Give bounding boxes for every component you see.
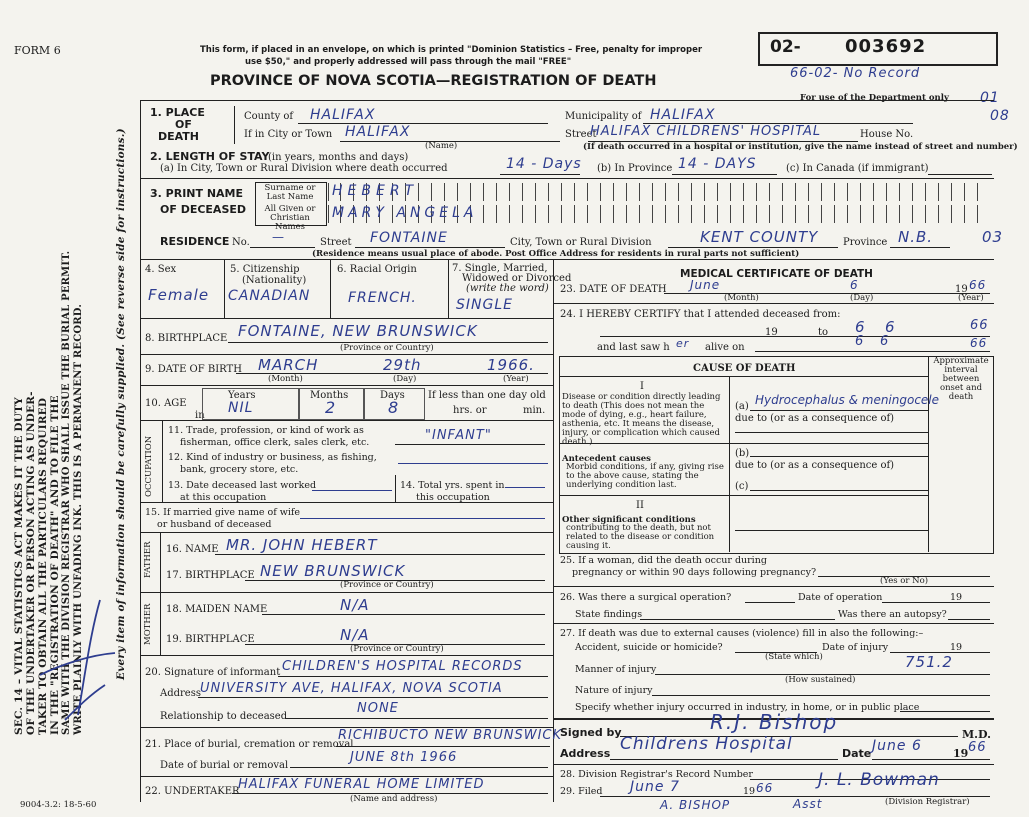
father-bar (160, 532, 161, 592)
sidebar-line: SEC. 14 – VITAL STATISTICS ACT MAKES IT THE DUTY (13, 397, 25, 735)
bishop-stamp: A. BISHOP (660, 798, 731, 812)
informant-label: 20. Signature of informant (145, 667, 281, 678)
row-divider (140, 655, 553, 656)
spouse-label (145, 507, 300, 531)
relationship-line (285, 718, 548, 719)
dob-year: 1966. (487, 356, 535, 374)
manner-label: Manner of injury (575, 664, 657, 675)
q25-label-2: pregnancy or within 90 days following pregnancy? (572, 567, 817, 578)
total-years-label-1: 14. Total yrs. spent in (400, 480, 505, 491)
place-label-1: 1. PLACE (150, 106, 205, 119)
undertaker-label: 22. UNDERTAKER (145, 786, 240, 797)
birthplace-label: 8. BIRTHPLACE (145, 333, 228, 344)
res-div-line (668, 247, 838, 248)
row-divider (140, 318, 553, 319)
notice-line-2: use $50," and properly addressed will pass through the mail "FREE" (245, 57, 572, 67)
cause-b-label: (b) (735, 448, 750, 459)
interval-col (928, 356, 929, 552)
mother-side: MOTHER (143, 603, 153, 645)
residence-label: RESIDENCE (160, 235, 230, 248)
res-prov-line (890, 247, 950, 248)
res-no-line (250, 247, 315, 248)
relationship-label: Relationship to deceased (160, 711, 288, 722)
asst-label: Asst (793, 797, 823, 811)
residence-street-label: Street (320, 237, 352, 248)
birthplace-value: FONTAINE, NEW BRUNSWICK (238, 322, 478, 340)
mid-divider (553, 259, 554, 802)
registrar-note: (Division Registrar) (885, 797, 970, 807)
industry-label (168, 452, 377, 476)
sex-value: Female (148, 286, 210, 304)
department-use-label: For use of the Department only (800, 93, 949, 103)
informant-address-label: Address (160, 688, 201, 699)
city-name-label: (Name) (425, 141, 458, 151)
stay-a-line (500, 174, 580, 175)
place-note: (If death occurred in a hospital or institution, give the name instead of street and number) (583, 142, 1018, 152)
dob-day: 29th (383, 356, 422, 374)
q25-label-1: 25. If a woman, did the death occur during (560, 555, 767, 566)
form-title: PROVINCE OF NOVA SCOTIA—REGISTRATION OF DEATH (210, 73, 657, 89)
registrar-signature: J. L. Bowman (818, 770, 940, 790)
q27-label: 27. If death was due to external causes (violence) fill in also the following:– (560, 628, 924, 639)
death-day-label: (Day) (850, 293, 874, 303)
municipality-value: HALIFAX (650, 107, 716, 123)
name-label-2: OF DECEASED (160, 203, 247, 216)
residence-division-label: City, Town or Rural Division (510, 237, 652, 248)
nationality-label: (Nationality) (242, 275, 307, 286)
interval-label: Approximate interval between onset and death (933, 356, 989, 402)
dob-month: MARCH (258, 356, 319, 374)
cause-a-line (750, 410, 928, 411)
street-label: Street (565, 129, 597, 140)
address-line (610, 759, 838, 760)
days-label: Days (380, 390, 405, 401)
op-date-line (882, 602, 990, 603)
row-divider (140, 354, 553, 355)
cause-header-line (559, 376, 929, 377)
city-label: If in City or Town (244, 129, 333, 140)
certify-label: 24. I HEREBY CERTIFY that I attended deceased from: (560, 309, 841, 320)
accident-label: Accident, suicide or homicide? (575, 642, 723, 653)
death-month-label: (Month) (724, 293, 759, 303)
other-line (735, 530, 928, 531)
death-day: 6 (850, 278, 859, 292)
row-divider (553, 303, 994, 304)
birthplace-note: (Province or Country) (340, 343, 434, 353)
burial-line (336, 746, 550, 747)
cause-c-line (750, 490, 928, 491)
death-year-label: (Year) (958, 293, 984, 303)
dept-code-2: 08 (990, 108, 1010, 124)
burial-date-label: Date of burial or removal (160, 760, 289, 771)
given-value: MARY ANGELA (332, 205, 478, 221)
roman-1: I (640, 381, 644, 392)
row-divider (553, 586, 994, 587)
relationship-value: NONE (357, 701, 399, 716)
last-worked-line (312, 490, 392, 491)
date-signed: June 6 (872, 738, 922, 754)
industry-label-2: bank, grocery store, etc. (180, 464, 299, 475)
occupation-bar (162, 420, 163, 502)
autopsy-label: Was there an autopsy? (838, 609, 947, 620)
col-divider (448, 259, 449, 318)
dob-label: 9. DATE OF BIRTH (145, 364, 242, 375)
findings-line (640, 619, 835, 620)
municipality-label: Municipality of (565, 111, 642, 122)
place-label-3: DEATH (158, 130, 200, 143)
place-label-2: OF (175, 118, 192, 131)
dept-code-1: 01 (980, 90, 1000, 106)
state-which: (State which) (765, 652, 823, 662)
from-b: 6 (885, 318, 896, 336)
residence-street: FONTAINE (370, 230, 448, 246)
form-code: 9004-3.2: 18-5-60 (20, 800, 97, 810)
registration-prefix: 02- (770, 37, 801, 57)
burial-place: RICHIBUCTO NEW BRUNSWICK (338, 728, 563, 743)
residence-province: N.B. (898, 228, 934, 246)
cause-a2-line (735, 432, 928, 433)
stay-c-line (928, 174, 992, 175)
age-days: 8 (388, 398, 400, 417)
county-value: HALIFAX (310, 107, 376, 123)
total-years-label (400, 480, 505, 504)
registrar-no-label: 28. Division Registrar's Record Number (560, 769, 753, 780)
q26-line (745, 602, 795, 603)
alive-line (755, 351, 990, 352)
stay-b-line (672, 174, 777, 175)
min-label: min. (523, 405, 546, 416)
stay-a-value: 14 - Days (506, 156, 582, 172)
injury-date-label: Date of injury (822, 642, 889, 653)
injury-year: 19 (950, 642, 963, 653)
county-label: County of (244, 111, 294, 122)
maiden-line (262, 614, 545, 615)
date-signed-year: 66 (968, 740, 987, 755)
filed-date: June 7 (630, 779, 680, 795)
spouse-label-1: 15. If married give name of wife (145, 507, 301, 518)
trade-label (168, 425, 369, 449)
given-label: All Given or Christian Names (264, 204, 316, 232)
maiden-label: 18. MAIDEN NAME (166, 604, 268, 615)
informant-line (278, 676, 548, 677)
dob-year-label: (Year) (503, 374, 529, 384)
form-number: FORM 6 (14, 44, 61, 57)
trade-label-2: fisherman, office clerk, sales clerk, etc. (180, 437, 370, 448)
col-divider (224, 259, 225, 318)
age-label: 10. AGE (145, 398, 187, 409)
date-line (872, 759, 990, 760)
yes-no-label: (Yes or No) (880, 576, 929, 586)
stay-b-value: 14 - DAYS (678, 156, 757, 172)
disease-label: Disease or condition directly leading to death (This does not mean the mode of dying, e.g., heart failure, asthenia, etc. It means the disease, injury, or complication which caused death.) (562, 392, 721, 447)
row-divider (140, 502, 553, 503)
row-divider (553, 623, 994, 624)
hrs-label: hrs. or (453, 405, 487, 416)
from-year-pre: 19 (765, 327, 778, 338)
industry-label-1: 12. Kind of industry or business, as fishing, (168, 452, 377, 463)
autopsy-line (948, 619, 990, 620)
father-birthplace-label: 17. BIRTHPLACE (166, 570, 255, 581)
stay-b-label: (b) In Province (597, 163, 673, 174)
trade-label-1: 11. Trade, profession, or kind of work as (168, 425, 364, 436)
residence-province-label: Province (843, 237, 888, 248)
death-month: June (690, 278, 721, 292)
mother-bar (160, 592, 161, 655)
last-worked-label-2: at this occupation (180, 492, 267, 503)
cause-a-label: (a) (735, 401, 749, 412)
date-signed-label: Date (842, 747, 872, 760)
residence-no: — (272, 230, 285, 244)
marital-label (452, 264, 571, 294)
undertaker-note: (Name and address) (350, 794, 438, 804)
alive-year: 66 (970, 336, 988, 350)
years-label: Years (228, 390, 256, 401)
alive-a: 6 (855, 334, 865, 349)
death-date-line (664, 293, 990, 294)
marital-label-3: (write the word) (466, 283, 549, 294)
occupation-side: OCCUPATION (144, 435, 154, 497)
age-years: NIL (228, 400, 254, 416)
marital-label-2: Widowed or Divorced (462, 273, 572, 284)
death-year: 66 (969, 278, 987, 292)
spouse-label-2: or husband of deceased (157, 519, 272, 530)
total-years-label-2: this occupation (416, 492, 490, 503)
manner-code: 751.2 (905, 653, 953, 671)
age-in: in (195, 410, 205, 421)
marital-value: SINGLE (456, 297, 513, 313)
industry-line (398, 463, 548, 464)
sidebar-footer: Every item of information should be carefully supplied. (115, 343, 127, 680)
q25-label (560, 555, 816, 579)
death-year-pre: 19 (955, 284, 968, 295)
col-divider (395, 475, 396, 502)
row-divider (553, 764, 994, 765)
frame-left (140, 100, 141, 802)
burial-date-line (290, 767, 548, 768)
sidebar-line: SAME WITH THE DIVISION REGISTRAR WHO SHALL ISSUE THE BURIAL PERMIT. (61, 250, 72, 735)
trade-line (395, 444, 545, 445)
citizenship-value: CANADIAN (228, 288, 311, 304)
residence-no-label: No. (232, 237, 250, 248)
cause-col (729, 376, 730, 552)
other-desc: contributing to the death, but not related to the disease or condition causing it. (566, 523, 715, 551)
stay-label: 2. LENGTH OF STAY (150, 150, 270, 163)
sidebar-line: IN THE "REGISTRATION OF DEATH" AND TO FILE THE (49, 395, 61, 735)
sidebar-line: OF THE UNDERTAKER OR PERSON ACTING AS UNDER- (25, 391, 37, 735)
from-a: 6 (855, 318, 866, 336)
last-worked-label-1: 13. Date deceased last worked (168, 480, 317, 491)
roman-2: II (636, 500, 644, 511)
filed-label: 29. Filed (560, 786, 603, 797)
q26-label: 26. Was there a surgical operation? (560, 592, 732, 603)
divider (140, 259, 994, 260)
surname-label: Surname or Last Name (264, 183, 316, 202)
informant-name: CHILDREN'S HOSPITAL RECORDS (282, 659, 523, 674)
age-months: 2 (325, 398, 337, 417)
street-value: HALIFAX CHILDRENS' HOSPITAL (590, 124, 822, 139)
signed-label: Signed by (560, 726, 622, 739)
house-label: House No. (860, 129, 914, 140)
lessday-label: If less than one day old (428, 390, 546, 401)
row-divider (140, 592, 553, 593)
citizenship-label: 5. Citizenship (230, 264, 300, 275)
registration-handwritten: 66-02- No Record (790, 66, 921, 81)
total-years-line (505, 487, 545, 488)
cause-c-label: (c) (735, 481, 749, 492)
registration-number: 003692 (845, 36, 927, 57)
res-street-line (355, 247, 505, 248)
nature-line (652, 695, 990, 696)
dob-day-label: (Day) (393, 374, 417, 384)
op-year: 19 (950, 592, 963, 603)
county-line (298, 123, 548, 124)
city-value: HALIFAX (345, 124, 411, 140)
sidebar-note: (See reverse side for instructions.) (115, 128, 127, 340)
nature-label: Nature of injury (575, 685, 653, 696)
due-to-2: due to (or as a consequence of) (735, 460, 895, 471)
signed-value: R.J. Bishop (710, 710, 839, 734)
dept-code-3: 03 (982, 228, 1004, 246)
op-date-label: Date of operation (798, 592, 883, 603)
last-worked-label (168, 480, 316, 504)
spouse-line (300, 518, 545, 519)
from-line (600, 336, 990, 337)
state-findings: State findings (575, 609, 643, 620)
father-name-line (215, 554, 545, 555)
row-divider (140, 420, 553, 421)
lastsaw-hand: er (676, 337, 690, 350)
residence-division: KENT COUNTY (700, 228, 819, 246)
cause-title: CAUSE OF DEATH (693, 363, 796, 374)
lastsaw-suffix: alive on (705, 342, 745, 353)
antecedent-desc: Morbid conditions, if any, giving rise to the above cause, stating the underlying condition last. (566, 462, 724, 490)
other-label: Other significant conditions (562, 515, 696, 525)
sidebar-line: TAKER TO OBTAIN ALL THE PARTICULARS REQUIRED (37, 397, 49, 735)
dob-month-label: (Month) (268, 374, 303, 384)
specify-label: Specify whether injury occurred in industry, in home, or in public place (575, 702, 920, 713)
mother-birthplace-label: 19. BIRTHPLACE (166, 634, 255, 645)
surname-cells (328, 183, 978, 201)
burial-date: JUNE 8th 1966 (350, 750, 458, 765)
filed-year-pre: 19 (743, 786, 756, 797)
place-label (150, 107, 205, 143)
cause-row (559, 443, 929, 444)
from-year: 66 (970, 318, 989, 333)
specify-line (900, 711, 990, 712)
from-to-label: to (818, 327, 829, 338)
brace (234, 106, 235, 144)
row-divider (140, 532, 553, 533)
informant-address: UNIVERSITY AVE, HALIFAX, NOVA SCOTIA (200, 681, 503, 696)
cause-a: Hydrocephalus & meningocele (755, 393, 940, 407)
cause-row (559, 495, 929, 496)
stay-sub: (in years, months and days) (268, 152, 409, 163)
sidebar-line: WRITE PLAINLY WITH UNFADING INK. THIS IS A PERMANENT RECORD. (73, 303, 84, 735)
stay-c-label: (c) In Canada (if immigrant) (786, 163, 929, 174)
maiden-value: N/A (340, 596, 370, 614)
father-name: MR. JOHN HEBERT (226, 536, 378, 554)
medical-title: MEDICAL CERTIFICATE OF DEATH (680, 268, 873, 280)
burial-label: 21. Place of burial, cremation or removal (145, 739, 354, 750)
name-label (150, 186, 246, 218)
marital-label-1: 7. Single, Married, (452, 263, 548, 274)
informant-address-line (198, 697, 548, 698)
mother-note: (Province or Country) (350, 644, 444, 654)
date-death-label: 23. DATE OF DEATH (560, 284, 667, 295)
date-signed-year-pre: 19 (953, 747, 969, 760)
racial-value: FRENCH. (348, 290, 417, 306)
lastsaw-label: and last saw h (597, 342, 670, 353)
undertaker-name: HALIFAX FUNERAL HOME LIMITED (238, 777, 485, 792)
due-to-1: due to (or as a consequence of) (735, 413, 895, 424)
notice-line-1: This form, if placed in an envelope, on which is printed "Dominion Statistics – Free, penalty for improper (200, 45, 703, 55)
mother-birthplace: N/A (340, 626, 370, 644)
surname-value: HEBERT (332, 183, 419, 199)
trade-value: "INFANT" (425, 428, 492, 443)
residence-note: (Residence means usual place of abode. Post Office Address for residents in rural parts not sufficient) (312, 249, 800, 259)
md-label: M.D. (962, 728, 991, 741)
how-sustained: (How sustained) (785, 675, 856, 685)
father-note: (Province or Country) (340, 580, 434, 590)
address-label: Address (560, 747, 611, 760)
months-label: Months (310, 390, 349, 401)
row-divider (140, 385, 553, 386)
sex-label: 4. Sex (145, 264, 177, 275)
racial-label: 6. Racial Origin (337, 264, 417, 275)
alive-b: 6 (880, 334, 890, 349)
name-label-1: 3. PRINT NAME (150, 187, 244, 200)
stay-a-label: (a) In City, Town or Rural Division where death occurred (160, 163, 448, 174)
address-value: Childrens Hospital (620, 734, 793, 754)
divider (140, 178, 994, 179)
father-side: FATHER (143, 541, 153, 578)
col-divider (330, 259, 331, 318)
antecedent-label: Antecedent causes (562, 454, 651, 464)
father-birthplace: NEW BRUNSWICK (260, 562, 406, 580)
cause-b-line (750, 456, 928, 457)
father-name-label: 16. NAME (166, 544, 219, 555)
pen-mark (30, 595, 120, 735)
filed-year: 66 (756, 781, 774, 795)
